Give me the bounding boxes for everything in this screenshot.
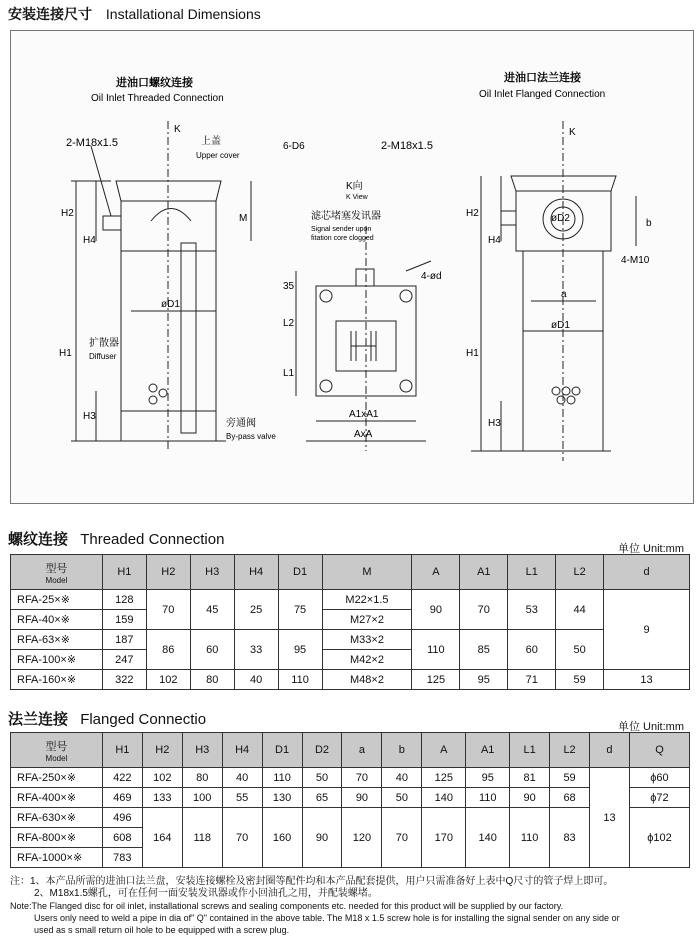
table-cell: 95 (460, 670, 508, 690)
table-cell: M48×2 (322, 670, 412, 690)
page-header (8, 4, 261, 24)
installation-drawing (10, 30, 694, 504)
right-b: b (646, 218, 652, 229)
flanged-col-a: A (422, 733, 466, 768)
table-cell: 102 (146, 670, 190, 690)
right-m10: 4-M10 (621, 255, 650, 266)
threaded-title-en: Threaded Connection (80, 531, 225, 548)
sensor-en2: fitation core clogged (311, 235, 374, 242)
table-cell: 90 (412, 590, 460, 630)
table-cell: 95 (466, 768, 510, 788)
bypass-en: By-pass valve (226, 432, 276, 441)
table-cell: 70 (382, 808, 422, 868)
table-cell: 110 (278, 670, 322, 690)
table-cell: 60 (508, 630, 556, 670)
flanged-col-d1: D1 (262, 733, 302, 768)
right-a: a (561, 289, 567, 300)
note-en-2: Users only need to weld a pipe in dia of" Q" contained in the above table. The M18 x 1.5 screw hole is for installing the signal sender on any side or (34, 913, 620, 923)
table-cell: 170 (422, 808, 466, 868)
table-cell: 40 (222, 768, 262, 788)
table-cell: 55 (222, 788, 262, 808)
flanged-col-l2: L2 (550, 733, 590, 768)
table-cell: 71 (508, 670, 556, 690)
table-cell: M27×2 (322, 610, 412, 630)
table-cell: 110 (412, 630, 460, 670)
table-cell: 125 (422, 768, 466, 788)
flanged-col-q: Q (629, 733, 689, 768)
table-cell: 90 (510, 788, 550, 808)
threaded-col-m: M (322, 555, 412, 590)
table-cell: 247 (102, 650, 146, 670)
table-cell: 496 (102, 808, 142, 828)
table-cell: 110 (466, 788, 510, 808)
flanged-col-h1: H1 (102, 733, 142, 768)
table-cell: 80 (182, 768, 222, 788)
table-row (11, 670, 690, 690)
left-h1: H1 (59, 348, 72, 359)
table-cell: 45 (190, 590, 234, 630)
note-cn-1: 注：1、本产品所需的进油口法兰盘，安装连接螺栓及密封圈等配件均和本产品配套提供，用户只需准备好上表中Q尺寸的管子焊上即可。 (10, 876, 614, 887)
right-d1: øD1 (551, 320, 570, 331)
right-h3: H3 (488, 418, 501, 429)
left-d1: øD1 (161, 299, 180, 310)
table-cell: 140 (422, 788, 466, 808)
table-cell: 80 (190, 670, 234, 690)
table-cell: 90 (302, 808, 342, 868)
model-cell: RFA-630×※ (11, 808, 103, 828)
table-cell: 783 (102, 848, 142, 868)
threaded-model-header: 型号 Model (11, 555, 103, 590)
table-cell: 70 (146, 590, 190, 630)
table-cell: 608 (102, 828, 142, 848)
header-title-en: Installational Dimensions (105, 6, 261, 22)
upper-cover-cn: 上盖 (201, 136, 221, 147)
threaded-col-l2: L2 (556, 555, 604, 590)
flanged-col-h3: H3 (182, 733, 222, 768)
table-cell: 40 (234, 670, 278, 690)
flanged-col-b: b (382, 733, 422, 768)
table-cell: 53 (508, 590, 556, 630)
table-cell: 68 (550, 788, 590, 808)
threaded-col-l1: L1 (508, 555, 556, 590)
table-cell: M22×1.5 (322, 590, 412, 610)
table-cell: 159 (102, 610, 146, 630)
right-port (501, 211, 516, 225)
threaded-col-d1: D1 (278, 555, 322, 590)
notes (10, 876, 690, 936)
threaded-header-row (11, 555, 690, 590)
table-cell: 100 (182, 788, 222, 808)
table-cell: ϕ72 (629, 788, 689, 808)
flanged-table (10, 732, 690, 868)
table-cell: 81 (510, 768, 550, 788)
holes4-label: 4-ød (421, 271, 442, 282)
table-cell: 44 (556, 590, 604, 630)
dim-a1xa1: A1xA1 (349, 409, 379, 420)
table-row (11, 788, 690, 808)
table-row (11, 768, 690, 788)
table-cell: 50 (302, 768, 342, 788)
flanged-title-en: Flanged Connectio (80, 711, 207, 728)
table-cell: 70 (342, 768, 382, 788)
model-cell: RFA-63×※ (11, 630, 103, 650)
note-cn-2: 2、M18x1.5螺孔，可在任何一面安装发讯器或作小回油孔之用，并配装螺堵。 (34, 888, 378, 899)
upper-cover-en: Upper cover (196, 151, 240, 160)
table-cell: 59 (550, 768, 590, 788)
table-cell: 70 (222, 808, 262, 868)
table-cell: 33 (234, 630, 278, 670)
table-cell: 9 (604, 590, 690, 670)
right-h2: H2 (466, 208, 479, 219)
left-h3: H3 (83, 411, 96, 422)
dim-l1: L1 (283, 368, 295, 379)
left-title-en: Oil Inlet Threaded Connection (91, 93, 224, 104)
sensor-cn: 滤芯堵塞发讯器 (311, 211, 381, 222)
table-cell: 70 (460, 590, 508, 630)
flanged-col-l1: L1 (510, 733, 550, 768)
table-cell: 90 (342, 788, 382, 808)
threaded-col-h2: H2 (146, 555, 190, 590)
right-h1: H1 (466, 348, 479, 359)
table-row (11, 630, 690, 650)
table-cell: 50 (382, 788, 422, 808)
table-cell: ϕ102 (629, 808, 689, 868)
kview-cn: K向 (346, 181, 363, 192)
right-h4: H4 (488, 235, 501, 246)
table-cell: 86 (146, 630, 190, 670)
table-cell: 422 (102, 768, 142, 788)
threaded-col-a: A (412, 555, 460, 590)
model-cell: RFA-40×※ (11, 610, 103, 630)
threaded-col-h3: H3 (190, 555, 234, 590)
table-cell: 95 (278, 630, 322, 670)
threaded-col-d: d (604, 555, 690, 590)
left-port (103, 216, 121, 230)
table-cell: 128 (102, 590, 146, 610)
signal-sender (356, 269, 374, 286)
left-h4: H4 (83, 235, 96, 246)
table-cell: 469 (102, 788, 142, 808)
table-cell: 40 (382, 768, 422, 788)
flanged-col-a-small: a (342, 733, 382, 768)
table-cell: 25 (234, 590, 278, 630)
flanged-col-d: d (590, 733, 630, 768)
table-cell: M33×2 (322, 630, 412, 650)
table-cell: 60 (190, 630, 234, 670)
flanged-title (8, 708, 206, 729)
dim-l2: L2 (283, 318, 295, 329)
table-cell: 13 (604, 670, 690, 690)
sensor-en1: Signal sender upon (311, 226, 372, 233)
left-h2: H2 (61, 208, 74, 219)
table-row (11, 808, 690, 828)
header-title-cn: 安装连接尺寸 (8, 6, 92, 22)
table-cell: 187 (102, 630, 146, 650)
note-en-3: used as s small return oil hole to be equipped with a screw plug. (34, 925, 290, 935)
flanged-col-d2: D2 (302, 733, 342, 768)
bypass-cn: 旁通阀 (226, 418, 256, 429)
drawing-svg (11, 31, 693, 503)
table-cell: 118 (182, 808, 222, 868)
table-cell: 65 (302, 788, 342, 808)
model-cell: RFA-1000×※ (11, 848, 103, 868)
flanged-col-a1: A1 (466, 733, 510, 768)
table-cell: 120 (342, 808, 382, 868)
right-title-en: Oil Inlet Flanged Connection (479, 89, 606, 100)
right-d2: øD2 (551, 213, 570, 224)
dim-35: 35 (283, 281, 295, 292)
table-cell: 59 (556, 670, 604, 690)
left-title-cn: 进油口螺纹连接 (116, 77, 193, 89)
model-cell: RFA-25×※ (11, 590, 103, 610)
flanged-col-h4: H4 (222, 733, 262, 768)
flanged-header-row (11, 733, 690, 768)
model-cell: RFA-800×※ (11, 828, 103, 848)
diffuser-cn: 扩散器 (89, 338, 119, 349)
table-cell: 125 (412, 670, 460, 690)
model-cell: RFA-100×※ (11, 650, 103, 670)
table-cell: 140 (466, 808, 510, 868)
flanged-col-h2: H2 (142, 733, 182, 768)
table-cell: ϕ60 (629, 768, 689, 788)
right-k-label: K (569, 127, 576, 138)
model-cell: RFA-400×※ (11, 788, 103, 808)
left-core (181, 243, 196, 433)
threaded-col-a1: A1 (460, 555, 508, 590)
right-thread-label: 2-M18x1.5 (381, 140, 433, 152)
kview-en: K View (346, 194, 368, 201)
table-cell: 85 (460, 630, 508, 670)
table-cell: 130 (262, 788, 302, 808)
flanged-title-cn: 法兰连接 (8, 711, 69, 728)
left-k-label: K (174, 124, 181, 135)
table-cell: 102 (142, 768, 182, 788)
left-m: M (239, 213, 248, 224)
table-cell: 110 (510, 808, 550, 868)
table-row (11, 590, 690, 610)
threaded-title (8, 528, 224, 549)
flanged-unit: 单位 Unit:mm (618, 721, 684, 733)
note-en-1: Note:The Flanged disc for oil inlet, installational screws and sealing components etc. needed for this product will be supplied by our factory. (10, 901, 564, 911)
table-cell: 160 (262, 808, 302, 868)
left-thread-label: 2-M18x1.5 (66, 137, 118, 149)
table-cell: M42×2 (322, 650, 412, 670)
diffuser-en: Diffuser (89, 352, 117, 361)
table-cell: 133 (142, 788, 182, 808)
dim-axa: AxA (354, 429, 373, 440)
table-cell: 75 (278, 590, 322, 630)
threaded-table (10, 554, 690, 690)
threaded-col-h1: H1 (102, 555, 146, 590)
model-cell: RFA-250×※ (11, 768, 103, 788)
table-cell: 164 (142, 808, 182, 868)
threaded-col-h4: H4 (234, 555, 278, 590)
left-inlet-arc (151, 209, 191, 222)
threaded-title-cn: 螺纹连接 (8, 531, 69, 548)
right-title-cn: 进油口法兰连接 (504, 72, 581, 84)
threaded-unit: 单位 Unit:mm (618, 543, 684, 555)
holes-label: 6-D6 (283, 141, 305, 152)
table-cell: 83 (550, 808, 590, 868)
flanged-model-header: 型号 Model (11, 733, 103, 768)
table-cell: 110 (262, 768, 302, 788)
model-cell: RFA-160×※ (11, 670, 103, 690)
table-cell: 13 (590, 768, 630, 868)
table-cell: 322 (102, 670, 146, 690)
table-cell: 50 (556, 630, 604, 670)
